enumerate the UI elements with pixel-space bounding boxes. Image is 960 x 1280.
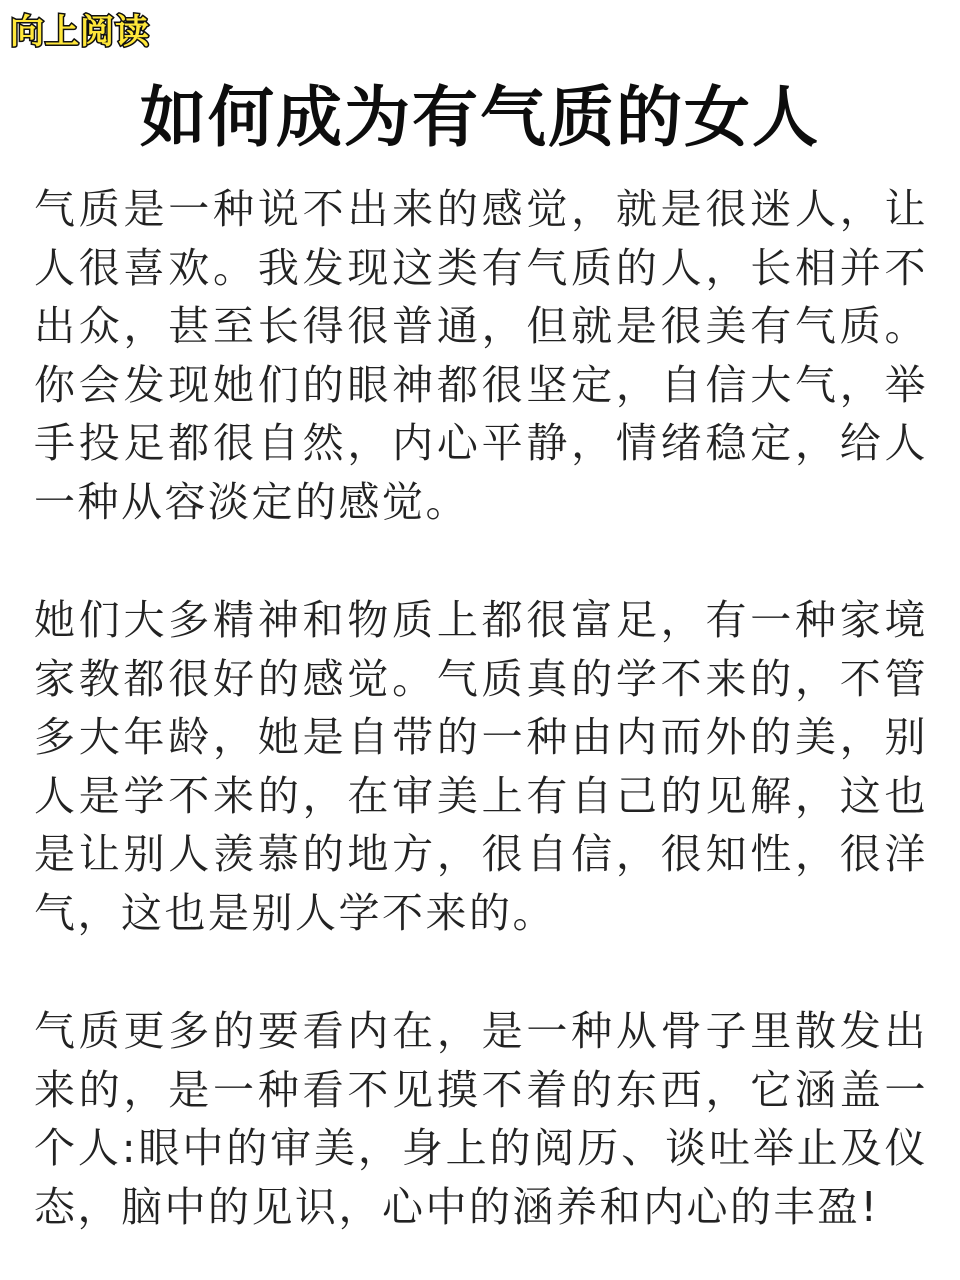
brand-logo-text: 向上阅读 bbox=[10, 12, 150, 52]
paragraph-1: 气质是一种说不出来的感觉，就是很迷人，让人很喜欢。我发现这类有气质的人，长相并不出众，甚至长得很普通，但就是很美有气质。你会发现她们的眼神都很坚定，自信大气，举手投足都很自然，内心平静，情绪稳定，给人一种从容淡定的感觉。 bbox=[34, 185, 928, 526]
paragraph-3: 气质更多的要看内在，是一种从骨子里散发出来的，是一种看不见摸不着的东西，它涵盖一个人:眼中的审美，身上的阅历、谈吐举止及仪态，脑中的见识，心中的涵养和内心的丰盈! bbox=[34, 1007, 928, 1231]
paragraph-2: 她们大多精神和物质上都很富足，有一种家境家教都很好的感觉。气质真的学不来的，不管多大年龄，她是自带的一种由内而外的美，别人是学不来的，在审美上有自己的见解，这也是让别人羡慕的地方，很自信，很知性，很洋气，这也是别人学不来的。 bbox=[34, 596, 928, 937]
article-title: 如何成为有气质的女人 bbox=[140, 79, 820, 156]
article-body bbox=[34, 180, 928, 1236]
